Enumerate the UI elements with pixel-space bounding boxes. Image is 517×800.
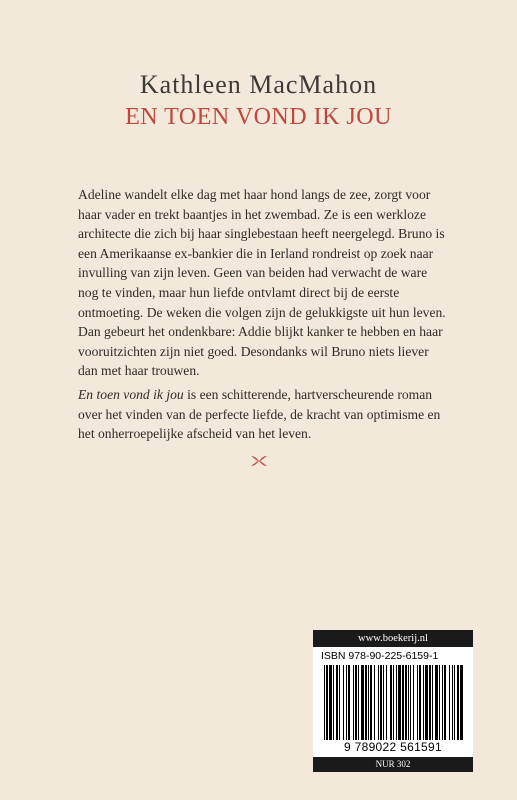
barcode-bar <box>449 665 450 740</box>
barcode-bars <box>321 665 467 740</box>
barcode-bar <box>374 665 375 740</box>
barcode-bar <box>419 665 421 740</box>
barcode-bar <box>435 665 438 740</box>
barcode-bar <box>386 665 387 740</box>
barcode-bar <box>353 665 354 740</box>
barcode-bar <box>457 665 459 740</box>
barcode-bar <box>393 665 394 740</box>
barcode-bar <box>336 665 338 740</box>
barcode-bar <box>346 665 347 740</box>
barcode-bar <box>410 665 411 740</box>
barcode-bar <box>368 665 369 740</box>
blurb-paragraph-2 <box>78 385 448 444</box>
barcode-bar <box>383 665 384 740</box>
nur-code: NUR 302 <box>313 757 473 772</box>
barcode-bar <box>405 665 407 740</box>
barcode-bar <box>452 665 453 740</box>
barcode-bar <box>333 665 334 740</box>
barcode-bar <box>439 665 440 740</box>
barcode-bar <box>343 665 344 740</box>
barcode-bar <box>417 665 418 740</box>
barcode-bar <box>442 665 443 740</box>
isbn-number: ISBN 978-90-225-6159-1 <box>321 650 439 662</box>
barcode-bar <box>370 665 372 740</box>
barcode-bar <box>460 665 463 740</box>
book-title: EN TOEN VOND IK JOU <box>125 104 392 130</box>
barcode-bar <box>339 665 340 740</box>
barcode-panel <box>313 630 473 772</box>
barcode-bar <box>329 665 332 740</box>
barcode-bar <box>423 665 424 740</box>
barcode-bar <box>361 665 364 740</box>
barcode-bar <box>378 665 379 740</box>
barcode-bar <box>425 665 428 740</box>
barcode-bar <box>398 665 401 740</box>
barcode-bar <box>380 665 382 740</box>
blurb-book-title: En toen vond ik jou <box>78 387 184 402</box>
barcode-digits: 9 789022 561591 <box>344 740 442 754</box>
barcode-bar <box>413 665 414 740</box>
blurb-paragraph-1 <box>78 185 448 381</box>
barcode-bar <box>355 665 357 740</box>
barcode-bar <box>432 665 433 740</box>
barcode-bar <box>402 665 404 740</box>
publisher-website: www.boekerij.nl <box>313 630 473 647</box>
barcode-bar <box>454 665 455 740</box>
barcode-bar <box>444 665 446 740</box>
barcode-bar <box>390 665 392 740</box>
barcode-bar <box>326 665 328 740</box>
barcode-bar <box>358 665 359 740</box>
barcode-bar <box>348 665 350 740</box>
barcode-bar <box>408 665 409 740</box>
barcode-bar <box>324 665 325 740</box>
barcode-bar <box>396 665 397 740</box>
barcode-bar <box>429 665 431 740</box>
blurb-text-2-rest: is een schitterende, hartverscheurende roman over het vinden van de perfecte liefde, de kracht van optimisme en het onherroepelijke afscheid van het leven. <box>78 387 441 442</box>
barcode-bar <box>365 665 367 740</box>
author-name: Kathleen MacMahon <box>139 70 378 99</box>
floral-ornament-icon <box>250 454 268 468</box>
blurb-text-2 <box>78 385 448 444</box>
blurb-text-1: Adeline wandelt elke dag met haar hond langs de zee, zorgt voor haar vader en trekt baantjes in het zwembad. Ze is een werkloze architecte die zich bij haar singlebestaan heeft neergelegd. Bruno is een Amerikaanse ex-bankier die in Ierland rondreist op zoek naar invulling van zijn leven. Geen van beiden had verwacht de ware nog te vinden, maar hun liefde ontvlamt direct bij de eerste ontmoeting. De weken die volgen zijn de gelukkigste uit hun leven. Dan gebeurt het ondenkbare: Addie blijkt kanker te hebben en haar vooruitzichten zijn niet goed. Desondanks wil Bruno niets liever dan met haar trouwen. <box>78 187 446 379</box>
